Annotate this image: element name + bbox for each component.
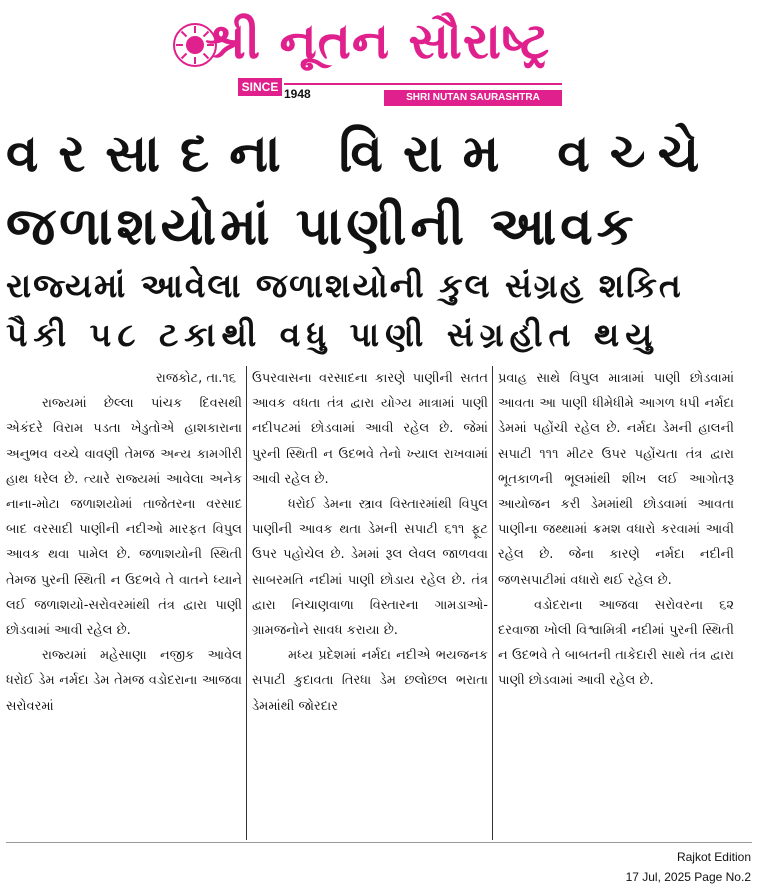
founding-year: 1948 [284, 87, 311, 101]
headline-line-2: જળાશયોમાં પાણીની આવક [6, 197, 638, 257]
masthead [0, 8, 759, 106]
paragraph: ઉપરવાસના વરસાદના કારણે પાણીની સતત આવક વધતા તંત્ર દ્વારા યોગ્ય માત્રામાં પાણી નદીપટમાં છોડવામાં આવી રહેલ છે. જેમાં પુરની સ્થિતી ન ઉદભવે તેનો ખ્યાલ રાખવામાં આવી રહેલ છે. [252, 371, 488, 487]
dateline: રાજકોટ, તા.૧૬ [155, 371, 236, 386]
masthead-rule [284, 83, 562, 85]
headline-line-1: વરસાદના વિરામ વચ્ચે [6, 124, 720, 184]
since-label: SINCE [238, 78, 282, 96]
paragraph: રાજ્યમાં મહેસાણા નજીક આવેલ ધરોઈ ડેમ નર્મદા ડેમ તેમજ વડોદરાના આજવા સરોવરમાં [6, 648, 242, 714]
paragraph: ધરોઈ ડેમના સ્ત્રાવ વિસ્તારમાંથી વિપુલ પાણીની આવક થતા ડેમની સપાટી ૬૧૧ ફૂટ ઉપર પહોચેલ છે. ડેમમાં રૂલ લેવલ જાળવવા સાબરમતિ નદીમાં પાણી છોડાય રહેલ છે. તંત્ર દ્વારા નિચાણવાળા વિસ્તારના ગામડાઓ-ગ્રામજનોને સાવધ કરાયા છે. [252, 497, 488, 639]
paragraph: મધ્ય પ્રદેશમાં નર્મદા નદીએ ભયજનક સપાટી કુદાવતા તિરધા ડેમ છલોછલ ભરાતા ડેમમાંથી જોરદાર [252, 648, 488, 714]
column-divider [492, 366, 493, 840]
article-column-3 [498, 366, 734, 840]
subheadline-line-2: પૈકી ૫૮ ટકાથી વધુ પાણી સંગ્રહીત થયુ [6, 315, 659, 354]
article-column-1 [6, 366, 242, 840]
paragraph: વડોદરાના આજવા સરોવરના ૬૨ દરવાજા ખોલી વિશ્વામિત્રી નદીમાં પુરની સ્થિતી ન ઉદભવે તે બાબતની તાકેદારી સાથે તંત્ર દ્વારા પાણી છોડવામાં આવી રહેલ છે. [498, 597, 734, 689]
subheadline-line-1: રાજ્યમાં આવેલા જળાશયોની કુલ સંગ્રહ શકિત [6, 266, 683, 305]
column-divider [246, 366, 247, 840]
newspaper-tagline: SHRI NUTAN SAURASHTRA [384, 90, 562, 106]
newspaper-title: શ્રી નૂતન સૌરાષ્ટ્ર [205, 12, 551, 70]
date-page-label: 17 Jul, 2025 Page No.2 [625, 870, 751, 884]
edition-label: Rajkot Edition [676, 850, 751, 864]
footer-rule [6, 842, 752, 843]
paragraph: રાજ્યમાં છેલ્લા પાંચક દિવસથી એકંદરે વિરામ પડતા ખેડુતોએ હાશકારાના અનુભવ વચ્ચે વાવણી તેમજ અન્ય કામગીરી હાથ ધરેલ છે. ત્યારે રાજ્યમાં આવેલા અનેક નાના-મોટા જળાશયોમાં તાજેતરના વરસાદ બાદ વરસાદી પાણીની નદીઓ મારફત વિપુલ આવક થવા પામેલ છે. જળાશયોની સ્થિતી તેમજ પુરની સ્થિતી ન ઉદભવે તે વાતને ધ્યાને લઈ જળાશયો-સરોવરમાંથી તંત્ર દ્વારા પાણી છોડવામાં આવી રહેલ છે. [6, 396, 242, 639]
paragraph: પ્રવાહ સાથે વિપુલ માત્રામાં પાણી છોડવામાં આવતા આ પાણી ધીમેધીમે આગળ ધપી નર્મદા ડેમમાં પહોંચી રહેલ છે. નર્મદા ડેમની હાલની સપાટી ૧૧૧ મીટર ઉપર પહોંચતા તંત્ર દ્વારા ભૂતકાળની ભૂલમાંથી શીખ લઈ આગોતરૂ આયોજન કરી ડેમમાંથી છોડવામાં આવતા પાણીના જથ્થામાં ક્રમશ વધારો કરવામાં આવી રહેલ છે. જેના કારણે નર્મદા નદીની જળસપાટીમાં વધારો થઈ રહેલ છે. [498, 371, 734, 588]
article-column-2 [252, 366, 488, 840]
